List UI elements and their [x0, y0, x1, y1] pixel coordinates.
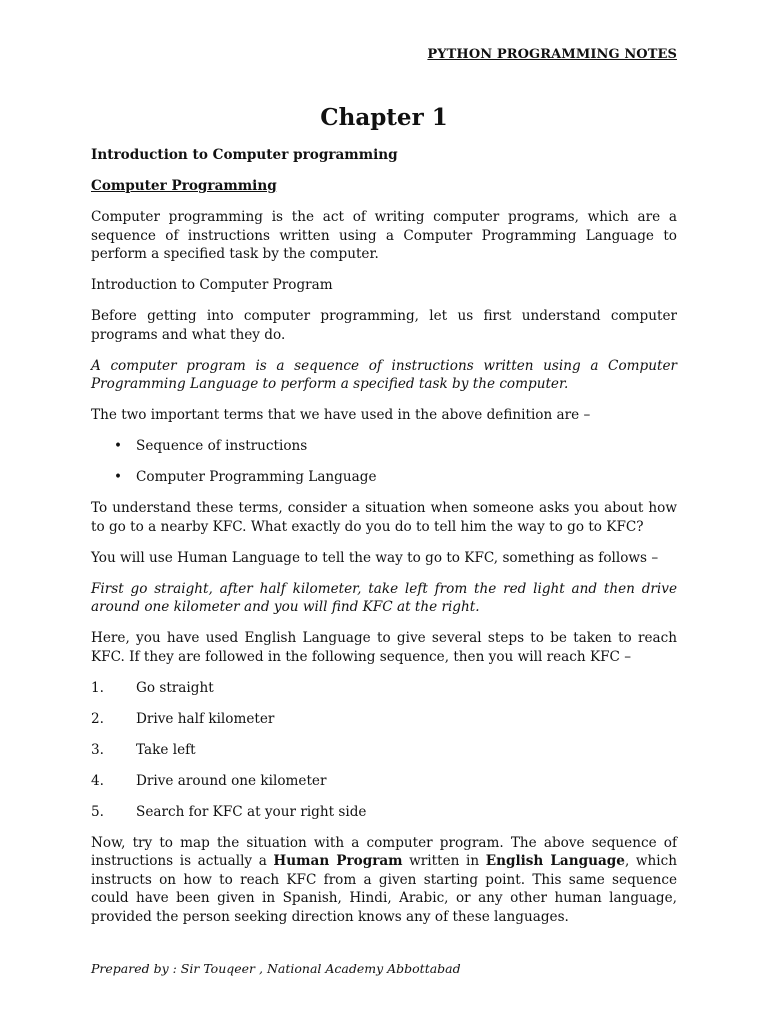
intro-heading: Introduction to Computer programming — [91, 147, 398, 163]
list-item — [91, 741, 677, 760]
text-run: Now, try to map the situation with a computer program. The above sequence of instructions is actually a — [91, 834, 677, 869]
list-item — [91, 803, 677, 822]
bullet-icon: • — [114, 438, 123, 454]
subheading-computer-program: Introduction to Computer Program — [91, 277, 333, 293]
terms-list — [91, 437, 677, 487]
page-footer: Prepared by : Sir Touqeer , National Academy Abbottabad — [91, 961, 461, 976]
body-content — [91, 146, 677, 939]
step-number: 2. — [91, 710, 104, 727]
paragraph-definition-programming: Computer programming is the act of writing computer programs, which are a sequence of instructions written using a Computer Programming Language to perform a specified task by the computer. — [91, 209, 677, 262]
bold-term-english-language: English Language — [485, 853, 625, 869]
paragraph-human-language: You will use Human Language to tell the way to go to KFC, something as follows – — [91, 549, 659, 566]
bullet-icon: • — [114, 469, 123, 485]
step-number: 4. — [91, 772, 104, 789]
steps-list — [91, 679, 677, 822]
step-text: Take left — [136, 741, 196, 758]
running-header: PYTHON PROGRAMMING NOTES — [427, 47, 677, 62]
paragraph-before-programming: Before getting into computer programming, let us first understand computer programs and what they do. — [91, 308, 677, 343]
step-text: Search for KFC at your right side — [136, 803, 367, 820]
step-number: 5. — [91, 803, 104, 820]
chapter-title: Chapter 1 — [320, 104, 448, 131]
list-item — [91, 679, 677, 698]
list-item-text: Sequence of instructions — [136, 438, 308, 454]
list-item — [91, 437, 677, 456]
section-heading: Computer Programming — [91, 178, 277, 194]
definition-quote: A computer program is a sequence of instructions written using a Computer Programming Language to perform a specified task by the computer. — [91, 357, 677, 392]
bold-term-human-program: Human Program — [273, 853, 403, 869]
list-item — [91, 710, 677, 729]
document-page — [91, 0, 677, 1024]
list-item — [91, 468, 677, 487]
step-number: 1. — [91, 679, 104, 696]
directions-quote: First go straight, after half kilometer, take left from the red light and then drive around one kilometer and you will find KFC at the right. — [91, 580, 677, 615]
paragraph-two-terms: The two important terms that we have used in the above definition are – — [91, 407, 591, 423]
text-run: written in — [402, 853, 486, 869]
paragraph-human-program — [91, 834, 677, 927]
list-item — [91, 772, 677, 791]
paragraph-english-steps: Here, you have used English Language to give several steps to be taken to reach KFC. If they are followed in the following sequence, then you will reach KFC – — [91, 630, 677, 665]
step-number: 3. — [91, 741, 104, 758]
paragraph-kfc-scenario: To understand these terms, consider a situation when someone asks you about how to go to a nearby KFC. What exactly do you do to tell him the way to go to KFC? — [91, 500, 677, 535]
text-run: , which instructs on how to reach KFC from a given starting point. This same sequence could have been given in Spanish, Hindi, Arabic, or any other human language, provided the person seeking direction knows any of these languages. — [91, 853, 677, 925]
step-text: Drive around one kilometer — [136, 772, 327, 789]
step-text: Drive half kilometer — [136, 710, 275, 727]
list-item-text: Computer Programming Language — [136, 469, 377, 485]
step-text: Go straight — [136, 679, 214, 696]
